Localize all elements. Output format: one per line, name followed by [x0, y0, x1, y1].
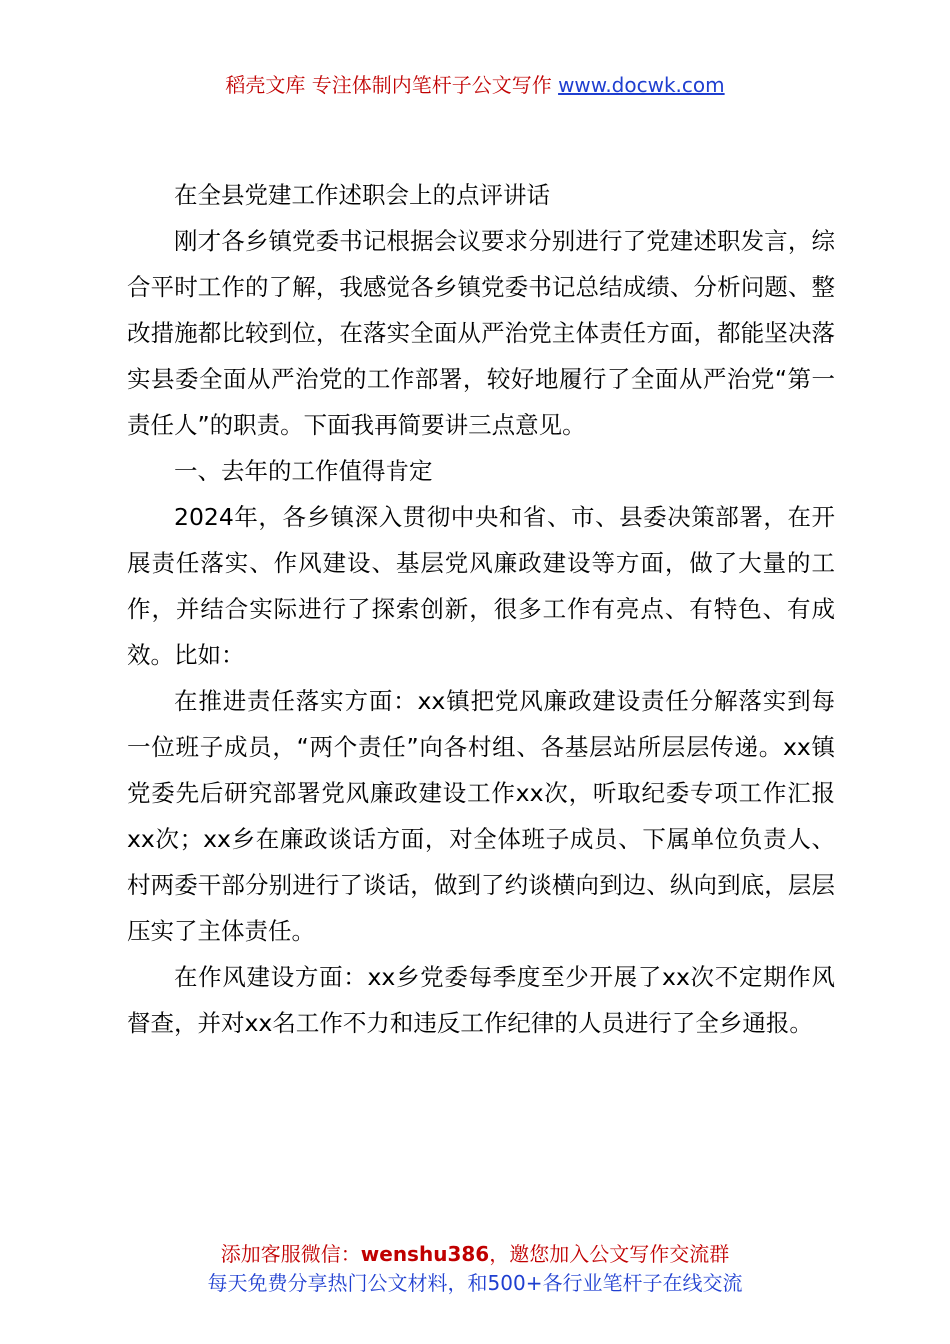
paragraph-responsibility: 在推进责任落实方面：xx镇把党风廉政建设责任分解落实到每一位班子成员，“两个责任”向各村组、各基层站所层层传递。xx镇党委先后研究部署党风廉政建设工作xx次，听取纪委专项工作汇报xx次；xx乡在廉政谈话方面，对全体班子成员、下属单位负责人、村两委干部分别进行了谈话，做到了约谈横向到边、纵向到底，层层压实了主体责任。: [127, 687, 835, 945]
document-title: 在全县党建工作述职会上的点评讲话: [174, 181, 550, 209]
footer-wechat-prefix: 添加客服微信：: [220, 1242, 361, 1266]
section-heading-1: 一、去年的工作值得肯定: [174, 457, 433, 485]
paragraph-2024-summary: 2024年，各乡镇深入贯彻中央和省、市、县委决策部署，在开展责任落实、作风建设、基层党风廉政建设等方面，做了大量的工作，并结合实际进行了探索创新，很多工作有亮点、有特色、有成效。比如：: [127, 503, 835, 669]
document-body: [127, 172, 835, 1046]
paragraph-intro: 刚才各乡镇党委书记根据会议要求分别进行了党建述职发言，综合平时工作的了解，我感觉各乡镇党委书记总结成绩、分析问题、整改措施都比较到位，在落实全面从严治党主体责任方面，都能坚决落实县委全面从严治党的工作部署，较好地履行了全面从严治党“第一责任人”的职责。下面我再简要讲三点意见。: [127, 227, 835, 439]
footer-wechat-line: [0, 1240, 950, 1269]
paragraph-work-style: 在作风建设方面：xx乡党委每季度至少开展了xx次不定期作风督查，并对xx名工作不力和违反工作纪律的人员进行了全乡通报。: [127, 963, 835, 1037]
page-header: [0, 70, 950, 100]
page-footer: [0, 1240, 950, 1298]
footer-wechat-suffix: ，邀您加入公文写作交流群: [489, 1242, 730, 1266]
header-brand-text: 稻壳文库 专注体制内笔杆子公文写作: [225, 73, 559, 97]
header-site-link[interactable]: www.docwk.com: [558, 73, 725, 97]
footer-promo-line: 每天免费分享热门公文材料，和500+各行业笔杆子在线交流: [207, 1271, 743, 1295]
footer-wechat-id: wenshu386: [360, 1242, 490, 1266]
